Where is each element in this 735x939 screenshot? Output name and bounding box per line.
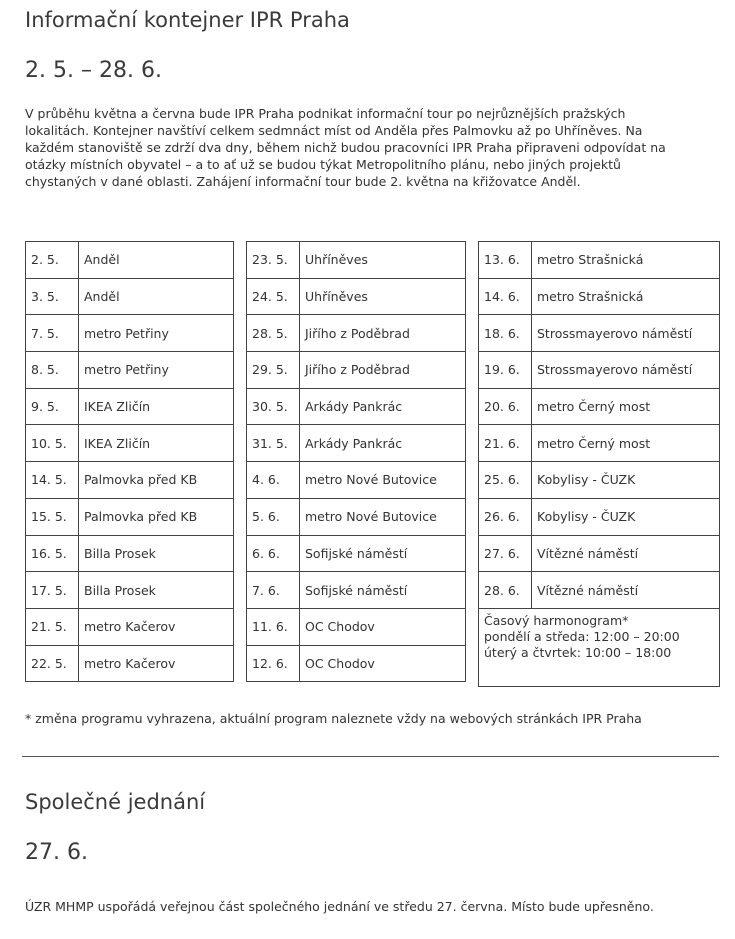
table-row — [479, 572, 720, 609]
schedule-place: Uhříněves — [300, 278, 466, 315]
schedule-date: 8. 5. — [26, 352, 79, 389]
schedule-date: 7. 5. — [26, 315, 79, 352]
schedule-date: 23. 5. — [247, 242, 300, 279]
section-divider — [22, 756, 719, 757]
table-row — [247, 425, 466, 462]
schedule-place: metro Petřiny — [79, 352, 234, 389]
hours-note — [479, 608, 720, 686]
table-row — [247, 572, 466, 609]
schedule-place: metro Černý most — [532, 425, 720, 462]
schedule-place: metro Kačerov — [79, 645, 234, 682]
schedule-date: 25. 6. — [479, 462, 532, 499]
table-row — [26, 278, 234, 315]
schedule-place: Strossmayerovo náměstí — [532, 315, 720, 352]
table-row — [479, 462, 720, 499]
page-title: Informační kontejner IPR Praha — [25, 8, 350, 32]
schedule-place: IKEA Zličín — [79, 388, 234, 425]
hours-row — [479, 608, 720, 686]
table-row — [247, 315, 466, 352]
table-row — [26, 388, 234, 425]
schedule-date: 12. 6. — [247, 645, 300, 682]
schedule-place: Vítězné náměstí — [532, 572, 720, 609]
table-row — [479, 315, 720, 352]
schedule-place: Arkády Pankrác — [300, 425, 466, 462]
schedule-place: metro Nové Butovice — [300, 462, 466, 499]
schedule-date: 11. 6. — [247, 608, 300, 645]
schedule-date: 16. 5. — [26, 535, 79, 572]
table-row — [26, 572, 234, 609]
table-row — [26, 645, 234, 682]
schedule-table-1 — [25, 241, 234, 682]
schedule-place: Sofijské náměstí — [300, 535, 466, 572]
schedule-table-2 — [246, 241, 466, 682]
table-row — [479, 425, 720, 462]
table-row — [479, 535, 720, 572]
table-row — [479, 242, 720, 279]
table-row — [247, 388, 466, 425]
schedule-place: Palmovka před KB — [79, 498, 234, 535]
schedule-place: Kobylisy - ČUZK — [532, 498, 720, 535]
table-row — [479, 388, 720, 425]
hours-line-2: úterý a čtvrtek: 10:00 – 18:00 — [484, 644, 672, 660]
schedule-table-3 — [478, 241, 720, 687]
schedule-date: 7. 6. — [247, 572, 300, 609]
schedule-place: OC Chodov — [300, 608, 466, 645]
table-row — [247, 278, 466, 315]
section-date: 27. 6. — [25, 840, 88, 865]
schedule-date: 14. 6. — [479, 278, 532, 315]
schedule-date: 30. 5. — [247, 388, 300, 425]
schedule-date: 4. 6. — [247, 462, 300, 499]
schedule-date: 20. 6. — [479, 388, 532, 425]
schedule-place: Jiřího z Poděbrad — [300, 315, 466, 352]
schedule-date: 5. 6. — [247, 498, 300, 535]
schedule-place: metro Kačerov — [79, 608, 234, 645]
schedule-date: 22. 5. — [26, 645, 79, 682]
schedule-place: Anděl — [79, 242, 234, 279]
section-title: Společné jednání — [25, 790, 206, 814]
schedule-date: 15. 5. — [26, 498, 79, 535]
schedule-date: 6. 6. — [247, 535, 300, 572]
schedule-place: Jiřího z Poděbrad — [300, 352, 466, 389]
schedule-place: Uhříněves — [300, 242, 466, 279]
schedule-date: 26. 6. — [479, 498, 532, 535]
footnote: * změna programu vyhrazena, aktuální program naleznete vždy na webových stránkách IPR Praha — [25, 711, 642, 726]
schedule-date: 19. 6. — [479, 352, 532, 389]
schedule-place: Sofijské náměstí — [300, 572, 466, 609]
schedule-date: 28. 6. — [479, 572, 532, 609]
schedule-date: 18. 6. — [479, 315, 532, 352]
table-row — [26, 425, 234, 462]
schedule-place: IKEA Zličín — [79, 425, 234, 462]
table-row — [26, 535, 234, 572]
schedule-date: 24. 5. — [247, 278, 300, 315]
schedule-place: Vítězné náměstí — [532, 535, 720, 572]
table-row — [247, 462, 466, 499]
hours-line-1: pondělí a středa: 12:00 – 20:00 — [484, 628, 680, 644]
schedule-place: Arkády Pankrác — [300, 388, 466, 425]
date-range: 2. 5. – 28. 6. — [25, 58, 162, 83]
schedule-date: 17. 5. — [26, 572, 79, 609]
schedule-date: 3. 5. — [26, 278, 79, 315]
table-row — [479, 352, 720, 389]
table-row — [26, 315, 234, 352]
schedule-place: metro Petřiny — [79, 315, 234, 352]
table-row — [479, 278, 720, 315]
schedule-date: 9. 5. — [26, 388, 79, 425]
schedule-date: 21. 6. — [479, 425, 532, 462]
table-row — [26, 352, 234, 389]
schedule-date: 29. 5. — [247, 352, 300, 389]
schedule-place: metro Strašnická — [532, 242, 720, 279]
schedule-place: metro Nové Butovice — [300, 498, 466, 535]
table-row — [247, 352, 466, 389]
table-row — [247, 608, 466, 645]
table-row — [479, 498, 720, 535]
schedule-place: metro Strašnická — [532, 278, 720, 315]
schedule-place: Palmovka před KB — [79, 462, 234, 499]
table-row — [247, 242, 466, 279]
schedule-place: metro Černý most — [532, 388, 720, 425]
intro-paragraph: V průběhu května a června bude IPR Praha podnikat informační tour po nejrůznějších pražských lokalitách. Kontejner navštíví celkem sedmnáct míst od Anděla přes Palmovku až po Uhříněves. Na každém stanoviště se zdrží dva dny, během nichž budou pracovníci IPR Praha připraveni odpovídat na otázky místních obyvatel – a to ať už se budou týkat Metropolitního plánu, nebo jiných projektů chystaných v dané oblasti. Zahájení informační tour bude 2. května na křižovatce Anděl. — [25, 106, 666, 189]
table-row — [247, 645, 466, 682]
table-row — [26, 608, 234, 645]
schedule-place: OC Chodov — [300, 645, 466, 682]
table-row — [247, 498, 466, 535]
table-row — [247, 535, 466, 572]
section-text: ÚZR MHMP uspořádá veřejnou část společného jednání ve středu 27. června. Místo bude upřesněno. — [25, 899, 654, 914]
schedule-place: Billa Prosek — [79, 572, 234, 609]
schedule-date: 10. 5. — [26, 425, 79, 462]
schedule-date: 2. 5. — [26, 242, 79, 279]
schedule-place: Billa Prosek — [79, 535, 234, 572]
table-row — [26, 498, 234, 535]
schedule-date: 27. 6. — [479, 535, 532, 572]
schedule-date: 21. 5. — [26, 608, 79, 645]
table-row — [26, 462, 234, 499]
hours-heading: Časový harmonogram* — [484, 612, 629, 628]
table-row — [26, 242, 234, 279]
schedule-place: Kobylisy - ČUZK — [532, 462, 720, 499]
schedule-date: 14. 5. — [26, 462, 79, 499]
schedule-place: Anděl — [79, 278, 234, 315]
schedule-date: 28. 5. — [247, 315, 300, 352]
schedule-date: 13. 6. — [479, 242, 532, 279]
schedule-date: 31. 5. — [247, 425, 300, 462]
schedule-place: Strossmayerovo náměstí — [532, 352, 720, 389]
